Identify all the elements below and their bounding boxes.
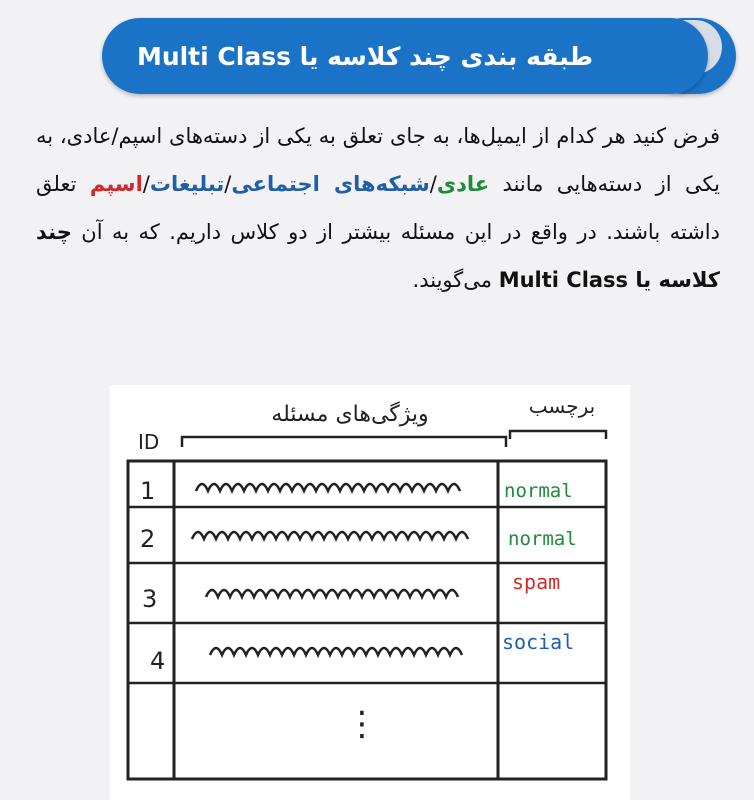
features-header: ویژگی‌های مسئله — [271, 402, 429, 427]
class-normal: عادی — [436, 172, 490, 196]
row-id: 1 — [140, 477, 156, 505]
row-label-normal: normal — [508, 528, 577, 550]
page-title: طبقه بندی چند کلاسه یا Multi Class — [136, 41, 594, 71]
paragraph-text-3: می‌گویند. — [412, 268, 499, 292]
row-label-normal: normal — [504, 480, 573, 502]
sketch-canvas — [110, 385, 630, 800]
class-spam: اسپم — [89, 172, 143, 196]
separator: / — [224, 172, 232, 196]
body-paragraph — [36, 112, 720, 304]
feature-squiggle — [206, 590, 458, 597]
row-id: 3 — [142, 585, 158, 613]
feature-squiggle — [192, 532, 468, 539]
separator: / — [142, 172, 150, 196]
row-label-social: social — [502, 630, 575, 654]
label-brace — [510, 431, 606, 439]
title-banner — [102, 18, 708, 94]
separator: / — [429, 172, 437, 196]
class-social: شبکه‌های اجتماعی — [231, 172, 430, 196]
paragraph-text-1: فرض کنید هر کدام از ایمیل‌ها، به جای تعلق به یکی از دسته‌های اسپم/عادی، به یکی از دسته‌هایی مانند — [36, 124, 720, 196]
continuation-dots: ⋮ — [345, 704, 379, 744]
class-ads: تبلیغات — [149, 172, 225, 196]
row-id: 4 — [150, 647, 166, 675]
bold-term: چند کلاسه یا Multi Class — [36, 220, 720, 292]
feature-squiggle — [196, 484, 460, 491]
hand-drawn-table-image — [110, 385, 630, 800]
feature-squiggle — [210, 648, 462, 655]
id-header: ID — [138, 430, 160, 454]
paragraph-text-2: تعلق داشته باشند. در واقع در این مسئله بیشتر از دو کلاس داریم. که به آن — [36, 172, 720, 244]
row-id: 2 — [140, 525, 156, 553]
label-header: برچسب — [528, 394, 596, 418]
row-label-spam: spam — [512, 570, 561, 594]
features-brace — [182, 437, 506, 447]
